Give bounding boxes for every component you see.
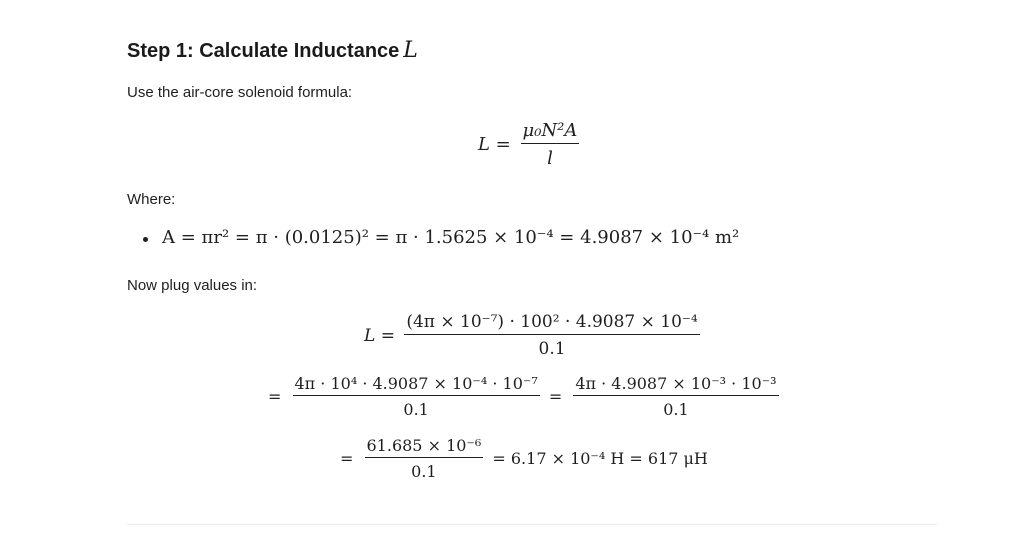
step-title-variable: L [403,38,418,63]
formula-main-denominator: l [521,143,580,169]
step-heading [127,38,418,63]
calc-line-1 [364,312,700,359]
section-divider [127,524,937,525]
calc-line-2-eq-2: = [548,387,563,406]
calc-line-2 [268,374,779,419]
calc-line-2-numerator-b: 4π · 4.9087 × 10⁻³ · 10⁻³ [575,374,777,393]
calc-line-2-eq: = [268,387,282,406]
formula-main-lhs: L = [478,134,511,155]
formula-main [478,120,579,169]
formula-main-fraction [521,120,580,169]
where-label: Where: [127,191,176,208]
calc-line-1-numerator: (4π × 10⁻⁷) · 100² · 4.9087 × 10⁻⁴ [406,312,698,332]
calc-line-2-denominator-a: 0.1 [293,395,540,419]
formula-main-numerator: μ₀N²A [522,120,578,141]
bullet-dot [143,237,148,242]
calc-line-3-denominator: 0.1 [365,457,484,481]
calc-line-2-fraction-a [293,374,540,419]
calc-line-3-fraction [365,436,484,481]
step-title: Step 1: Calculate Inductance [127,40,400,62]
calc-line-2-numerator-a: 4π · 10⁴ · 4.9087 × 10⁻⁴ · 10⁻⁷ [294,374,538,393]
calc-line-1-fraction [404,312,699,359]
calc-line-2-denominator-b: 0.1 [573,395,778,419]
calc-line-2-fraction-b [573,374,778,419]
plug-label: Now plug values in: [127,277,258,294]
calc-line-3-numerator: 61.685 × 10⁻⁶ [366,436,482,455]
intro-text: Use the air-core solenoid formula: [127,84,353,101]
calc-line-3 [340,436,708,481]
calc-line-1-denominator: 0.1 [404,334,699,359]
calc-line-3-result: = 6.17 × 10⁻⁴ H = 617 μH [492,449,708,468]
calc-line-1-lhs: L = [364,325,395,346]
calc-line-3-eq: = [340,449,354,468]
bullet-area-formula: A = πr² = π · (0.0125)² = π · 1.5625 × 10⁻⁴ = 4.9087 × 10⁻⁴ m² [162,227,740,248]
